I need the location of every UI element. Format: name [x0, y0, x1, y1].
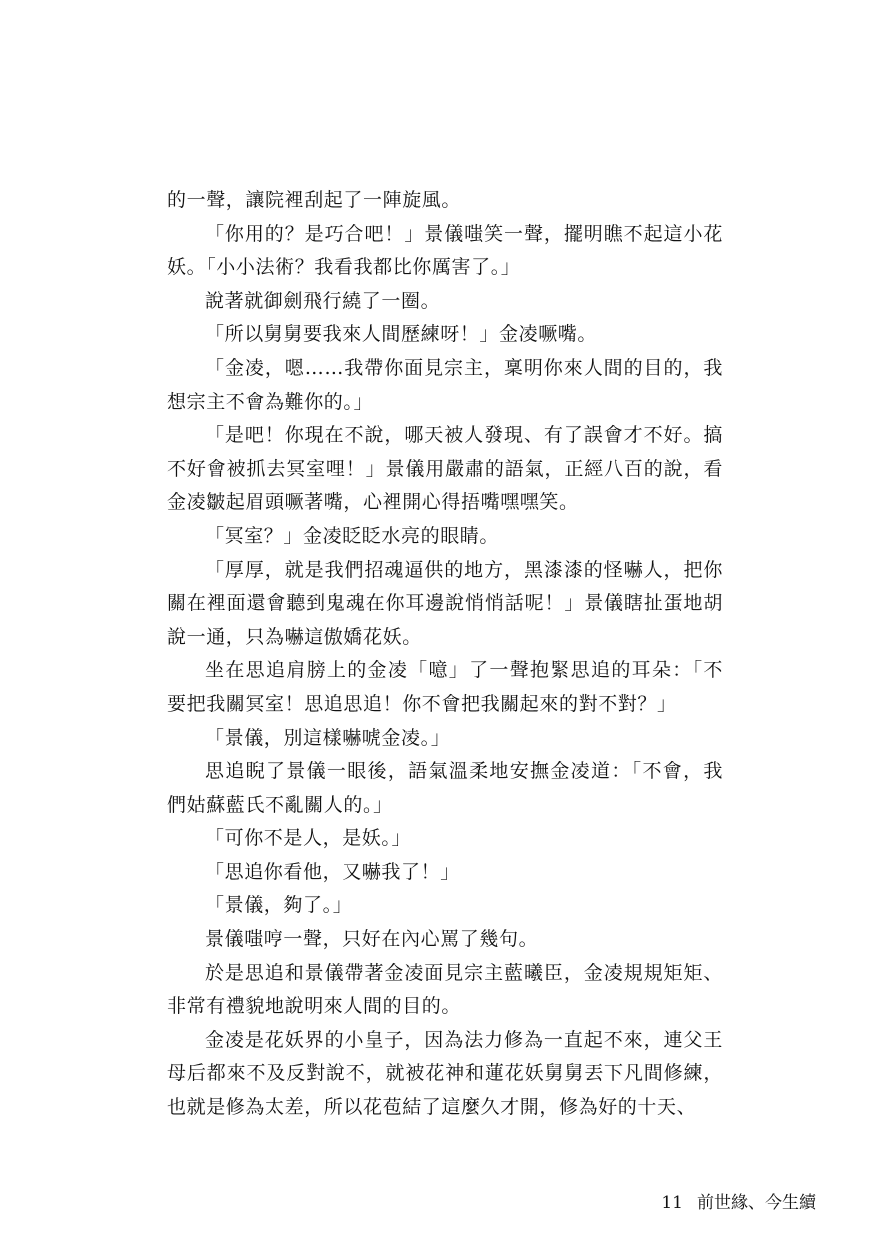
paragraph: 「景儀，別這樣嚇唬金凌。」: [205, 726, 451, 749]
paragraph: 「思追你看他，又嚇我了！」: [205, 860, 460, 883]
paragraph: 說著就御劍飛行繞了一圈。: [205, 289, 441, 312]
page-number: 11: [661, 1193, 683, 1213]
paragraph: 景儀嗤哼一聲，只好在內心罵了幾句。: [205, 928, 539, 951]
paragraph-continued: 的一聲，讓院裡刮起了一陣旋風。: [167, 189, 462, 211]
paragraph: 「是吧！你現在不說，哪天被人發現、有了誤會才不好。搞不好會被抓去冥室哩！」景儀用嚴肅的語氣，正經八百的說，看金凌皺起眉頭噘著嘴，心裡開心得捂嘴嘿嘿笑。: [167, 424, 723, 514]
paragraph: 「景儀，夠了。」: [205, 894, 353, 917]
paragraph: 思追睨了景儀一眼後，語氣溫柔地安撫金凌道：「不會，我們姑蘇藍氏不亂關人的。」: [167, 760, 723, 816]
paragraph: 「你用的？是巧合吧！」景儀嗤笑一聲，擺明瞧不起這小花妖。「小小法術？我看我都比你厲害了。」: [167, 222, 723, 279]
paragraph: 「可你不是人，是妖。」: [205, 827, 412, 850]
paragraph: 坐在思追肩膀上的金凌「噫」了一聲抱緊思追的耳朵：「不要把我關冥室！思追思追！你不會把我關起來的對不對？」: [167, 659, 723, 715]
paragraph: 「厚厚，就是我們招魂逼供的地方，黑漆漆的怪嚇人，把你關在裡面還會聽到鬼魂在你耳邊說悄悄話呢！」景儀瞎扯蛋地胡說一通，只為嚇這傲嬌花妖。: [167, 558, 723, 648]
paragraph: 金凌是花妖界的小皇子，因為法力修為一直起不來，連父王母后都來不及反對說不，就被花神和蓮花妖舅舅丟下凡間修練，也就是修為太差，所以花苞結了這麼久才開，修為好的十天、: [167, 1028, 723, 1119]
paragraph: 「冥室？」金凌眨眨水亮的眼睛。: [205, 524, 500, 547]
paragraph: 「所以舅舅要我來人間歷練呀！」金凌噘嘴。: [205, 323, 598, 346]
body-text: [167, 184, 723, 1125]
paragraph: 於是思追和景儀帶著金凌面見宗主藍曦臣，金凌規規矩矩、非常有禮貌地說明來人間的目的。: [167, 961, 723, 1018]
page-footer: [661, 1190, 816, 1216]
book-title: 前世緣、今生續: [697, 1193, 816, 1213]
paragraph: 「金凌，嗯……我帶你面見宗主，稟明你來人間的目的，我想宗主不會為難你的。」: [167, 356, 723, 413]
